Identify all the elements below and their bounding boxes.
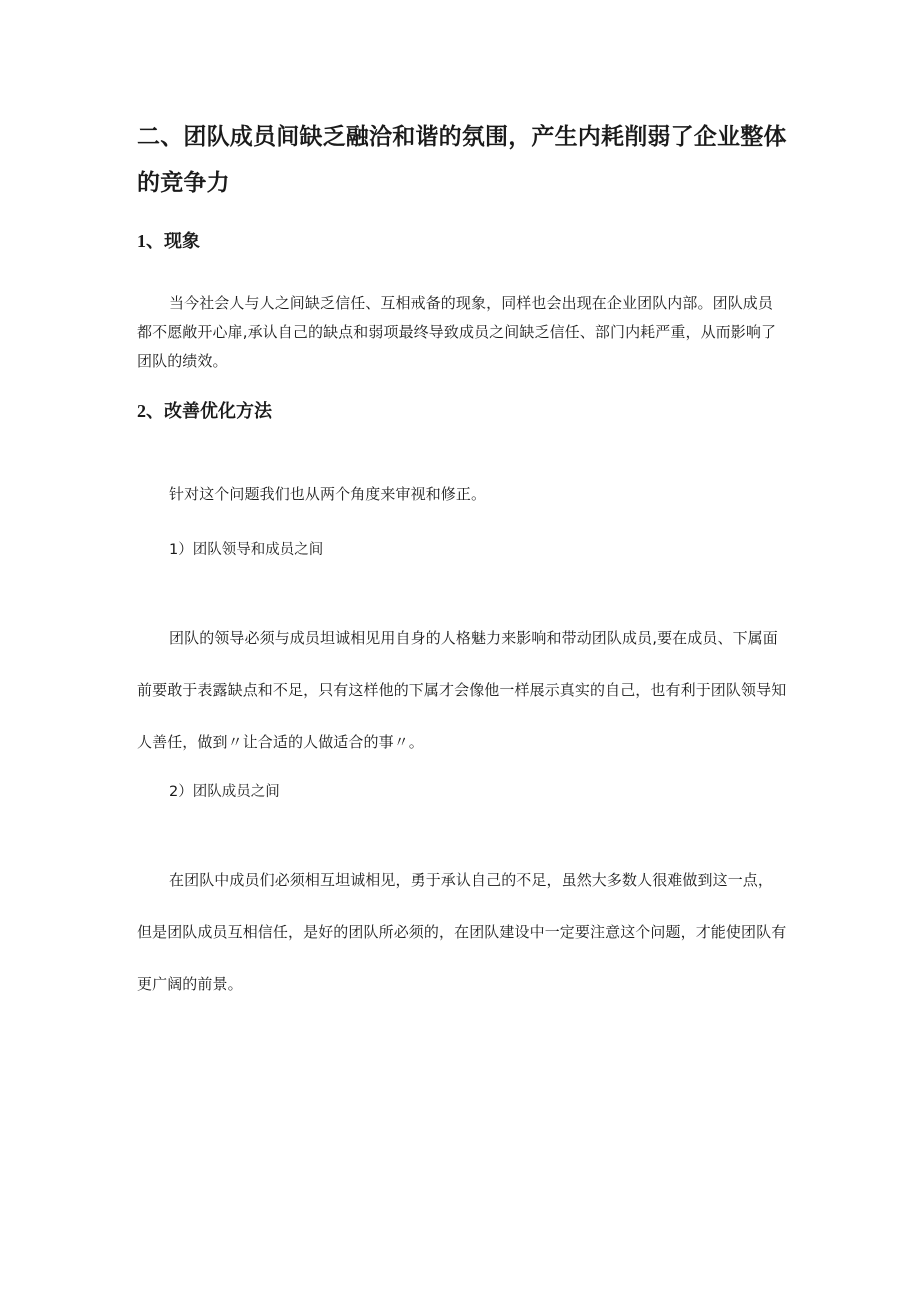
item-1-label: 1）团队领导和成员之间 (169, 542, 324, 558)
improvement-heading (137, 399, 787, 424)
phenomenon-heading-text: 、现象 (146, 231, 200, 252)
item-1-paragraph: 团队的领导必须与成员坦诚相见用自身的人格魅力来影响和带动团队成员,要在成员、下属面前要敢于表露缺点和不足，只有这样他的下属才会像他一样展示真实的自己，也有利于团队领导知人善任，做到〃让合适的人做适合的事〃。 (137, 629, 787, 751)
improvement-intro: 针对这个问题我们也从两个角度来审视和修正。 (169, 485, 487, 503)
phenomenon-heading-number: 1 (137, 231, 146, 251)
improvement-heading-text: 、改善优化方法 (146, 401, 272, 422)
item-2-paragraph: 在团队中成员们必须相互坦诚相见，勇于承认自己的不足，虽然大多数人很难做到这一点，但是团队成员互相信任，是好的团队所必须的，在团队建设中一定要注意这个问题，才能使团队有更广阔的前景。 (137, 871, 787, 993)
item-2-label: 2）团队成员之间 (169, 784, 280, 800)
phenomenon-heading (137, 229, 787, 254)
section-title: 二、团队成员间缺乏融洽和谐的氛围，产生内耗削弱了企业整体的竞争力 (137, 124, 787, 196)
improvement-heading-number: 2 (137, 401, 146, 421)
phenomenon-paragraph: 当今社会人与人之间缺乏信任、互相戒备的现象，同样也会出现在企业团队内部。团队成员都不愿敞开心扉,承认自己的缺点和弱项最终导致成员之间缺乏信任、部门内耗严重，从而影响了团队的绩效。 (137, 294, 777, 370)
